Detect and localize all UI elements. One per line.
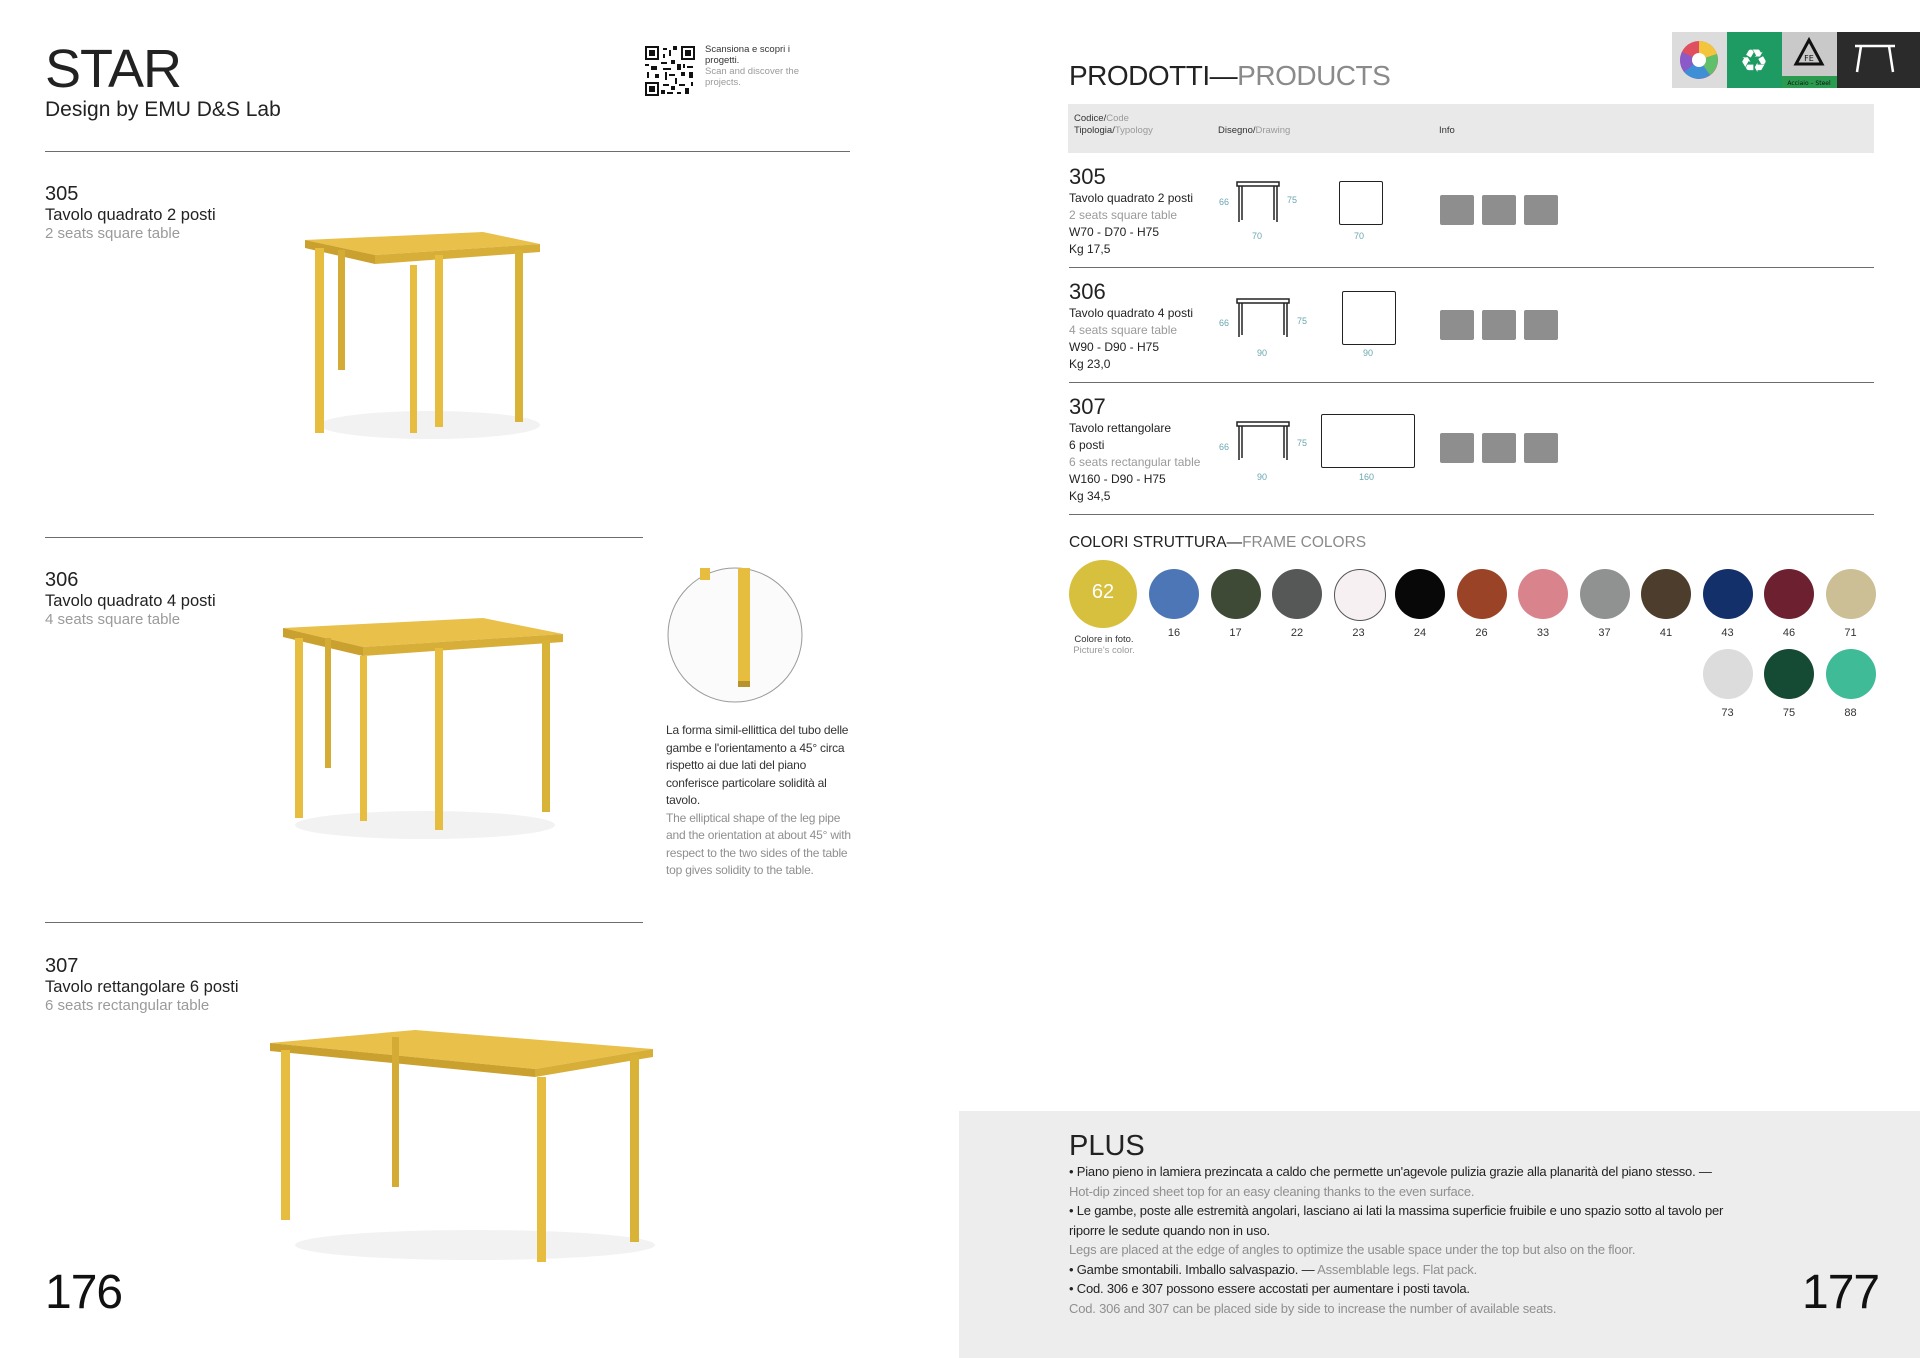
product-name-en: 6 seats rectangular table (45, 997, 210, 1014)
header-drawing-it: Disegno/ (1218, 125, 1256, 136)
zinc-coating-icon (1440, 195, 1474, 225)
color-swatch-16[interactable] (1149, 569, 1199, 619)
products-title-it: PRODOTTI (1069, 60, 1210, 91)
weight-capacity-icon (1482, 195, 1516, 225)
color-swatch-label: 88 (1844, 707, 1857, 719)
row-code: 305 (1069, 164, 1106, 189)
svg-text:♻: ♻ (1739, 42, 1769, 80)
row-name-it-2: 6 posti (1069, 438, 1105, 452)
color-swatch-label: 23 (1352, 627, 1365, 639)
weather-resistant-icon (1524, 310, 1558, 340)
drawing-top-w: 90 (1363, 348, 1374, 358)
product-name-it: Tavolo quadrato 4 posti (45, 592, 216, 610)
table-row-305 (1069, 164, 1193, 258)
designer-credit: Design by EMU D&S Lab (45, 98, 281, 121)
drawing-side-w: 70 (1252, 231, 1263, 241)
divider-306-307 (45, 922, 643, 923)
row-name-en: 4 seats square table (1069, 323, 1178, 337)
product-name-it: Tavolo quadrato 2 posti (45, 206, 216, 224)
color-swatch-label: 43 (1721, 627, 1734, 639)
drawing-306 (1215, 290, 1415, 360)
product-name-en: 2 seats square table (45, 225, 181, 242)
row-name-en: 6 seats rectangular table (1069, 455, 1201, 469)
color-swatch-label: 75 (1782, 707, 1796, 719)
plus-item-it: • Piano pieno in lamiera prezincata a caldo che permette un'agevole pulizia grazie alla planarità del piano stesso. (1069, 1164, 1696, 1179)
product-code: 305 (45, 183, 79, 205)
featured-color-code: 62 (1091, 581, 1115, 603)
drawing-side-h2: 75 (1287, 195, 1298, 205)
drawing-side-h2: 75 (1297, 438, 1308, 448)
row-name-it: Tavolo quadrato 2 posti (1069, 191, 1194, 205)
drawing-side-w: 90 (1257, 348, 1268, 358)
color-wheel-icon (1672, 32, 1727, 88)
color-swatch-43[interactable] (1703, 569, 1753, 619)
row-divider (1069, 382, 1874, 383)
drawing-side-h1: 66 (1219, 197, 1230, 207)
weather-resistant-icon (1524, 195, 1558, 225)
drawing-side-w: 90 (1257, 472, 1268, 482)
frame-colors-it: COLORI STRUTTURA (1069, 534, 1227, 551)
collection-title: STAR (45, 39, 182, 99)
header-code-type (1074, 113, 1153, 137)
qr-caption (705, 44, 805, 88)
product-block-306 (45, 569, 216, 628)
color-swatch-88[interactable] (1826, 649, 1876, 699)
recycle-icon (1727, 32, 1782, 88)
drawing-side-h1: 66 (1219, 442, 1230, 452)
table-306-image (275, 610, 575, 845)
plus-item (1069, 1201, 1729, 1260)
drawing-side-h1: 66 (1219, 318, 1230, 328)
weight-capacity-icon (1482, 433, 1516, 463)
drawing-305 (1215, 175, 1415, 245)
header-drawing-en: Drawing (1255, 125, 1291, 136)
frame-colors-sep: — (1226, 534, 1243, 551)
products-title (1069, 60, 1390, 92)
color-swatch-75[interactable] (1764, 649, 1814, 699)
plus-item-it: • Cod. 306 e 307 possono essere accostati per aumentare i posti tavola. (1069, 1281, 1470, 1296)
plus-item-sep: — (1695, 1164, 1712, 1179)
frame-colors-en: FRAME COLORS (1242, 534, 1367, 551)
color-swatch-46[interactable] (1764, 569, 1814, 619)
weather-resistant-icon (1524, 433, 1558, 463)
plus-item-it: • Gambe smontabili. Imballo salvaspazio. (1069, 1261, 1299, 1277)
color-swatch-71[interactable] (1826, 569, 1876, 619)
caption-it: La forma simil-ellittica del tubo delle gambe e l'orientamento a 45° circa rispetto ai due lati del piano conferisce particolare solidità al tavolo. (666, 723, 849, 807)
color-swatch-23[interactable] (1334, 569, 1386, 621)
color-swatch-label: 22 (1290, 627, 1304, 639)
row-code: 307 (1069, 394, 1106, 419)
header-code-it: Codice/ (1074, 113, 1107, 124)
drawing-top-view (1339, 181, 1383, 225)
drawing-top-w: 160 (1359, 472, 1375, 482)
header-code-en: Code (1106, 113, 1129, 124)
steel-label: Acciaio – Steel (1787, 80, 1831, 87)
page-number-left: 176 (45, 1266, 123, 1319)
color-swatch-22[interactable] (1272, 569, 1322, 619)
featured-color-caption-it: Colore in foto. (1074, 634, 1134, 645)
header-type-en: Typology (1114, 125, 1153, 136)
plus-list (1069, 1162, 1729, 1318)
color-swatch-label: 37 (1598, 627, 1611, 639)
steel-recycling-icon (1782, 32, 1837, 88)
plus-item (1069, 1260, 1729, 1280)
steel-symbol: FE (1804, 54, 1814, 63)
plus-item-en: Assemblable legs. Flat pack. (1317, 1261, 1478, 1277)
header-type-it: Tipologia/ (1074, 125, 1115, 136)
row-divider (1069, 514, 1874, 515)
row-dimensions: W70 - D70 - H75 (1069, 225, 1160, 239)
color-swatch-26[interactable] (1457, 569, 1507, 619)
drawing-307 (1215, 410, 1435, 490)
table-307-image (265, 1025, 665, 1270)
featured-color-swatch[interactable] (1069, 560, 1137, 628)
header-divider (45, 151, 850, 152)
drawing-top-view (1321, 414, 1415, 468)
leg-detail-caption (666, 722, 856, 880)
row-name-it-1: Tavolo rettangolare (1069, 421, 1172, 435)
drawing-top-w: 70 (1354, 231, 1365, 241)
table-row-306 (1069, 279, 1193, 373)
qr-caption-it: Scansiona e scopri i progetti. (705, 44, 791, 66)
color-swatch-label: 26 (1475, 627, 1488, 639)
product-block-305 (45, 183, 216, 242)
drawing-top-view (1342, 291, 1396, 345)
plus-item-it: • Le gambe, poste alle estremità angolari, lasciano ai lati la massima superficie fruibile e uno spazio sotto al tavolo per riporre le sedute quando non in uso. (1069, 1203, 1724, 1238)
row-weight: Kg 34,5 (1069, 489, 1111, 503)
color-swatch-24[interactable] (1395, 569, 1445, 619)
row-dimensions: W90 - D90 - H75 (1069, 340, 1160, 354)
row-code: 306 (1069, 279, 1106, 304)
header-drawing (1218, 125, 1290, 137)
plus-item-en: Hot-dip zinced sheet top for an easy cleaning thanks to the even surface. (1069, 1183, 1475, 1199)
row-weight: Kg 17,5 (1069, 242, 1111, 256)
featured-color-caption (1064, 634, 1144, 656)
products-title-sep: — (1209, 60, 1238, 91)
row-weight: Kg 23,0 (1069, 357, 1111, 371)
color-swatch-37[interactable] (1580, 569, 1630, 619)
qr-caption-en: Scan and discover the projects. (705, 66, 800, 88)
table-305-image (295, 220, 555, 460)
drawing-side-h2: 75 (1297, 316, 1308, 326)
zinc-coating-icon (1440, 433, 1474, 463)
color-swatch-label: 46 (1782, 627, 1796, 639)
row-divider (1069, 267, 1874, 268)
qr-code[interactable] (645, 46, 695, 96)
header-info: Info (1439, 125, 1455, 136)
page-number-right: 177 (1802, 1266, 1880, 1319)
frame-colors-title (1069, 534, 1366, 552)
color-swatch-33[interactable] (1518, 569, 1568, 619)
row-name-en: 2 seats square table (1069, 208, 1178, 222)
table-shape-icon (1837, 32, 1920, 88)
zinc-coating-icon (1440, 310, 1474, 340)
color-swatch-label: 33 (1536, 627, 1550, 639)
table-row-307 (1069, 394, 1200, 505)
product-code: 307 (45, 955, 79, 977)
plus-item-sep: — (1298, 1261, 1318, 1277)
row-name-it: Tavolo quadrato 4 posti (1069, 306, 1194, 320)
plus-item-en: Legs are placed at the edge of angles to optimize the usable space under the top but also on the floor. (1069, 1242, 1636, 1257)
color-swatch-label: 17 (1229, 627, 1242, 639)
divider-305-306 (45, 537, 643, 538)
color-swatch-73[interactable] (1703, 649, 1753, 699)
color-swatch-label: 16 (1167, 627, 1181, 639)
featured-color-caption-en: Picture's color. (1073, 645, 1135, 656)
leg-detail-image (665, 565, 805, 705)
color-swatch-label: 41 (1659, 627, 1673, 639)
plus-item-en: Cod. 306 and 307 can be placed side by side to increase the number of available seats. (1069, 1300, 1557, 1316)
row-dimensions: W160 - D90 - H75 (1069, 472, 1166, 486)
product-block-307 (45, 955, 239, 1014)
caption-en: The elliptical shape of the leg pipe and the orientation at about 45° with respect to the two sides of the table top gives solidity to the table. (666, 810, 851, 877)
color-swatch-label: 71 (1844, 627, 1857, 639)
plus-title: PLUS (1069, 1130, 1145, 1162)
weight-capacity-icon (1482, 310, 1516, 340)
product-name-en: 4 seats square table (45, 611, 181, 628)
plus-item (1069, 1279, 1729, 1318)
product-name-it: Tavolo rettangolare 6 posti (45, 978, 239, 996)
plus-item (1069, 1162, 1729, 1201)
products-table-header (1068, 104, 1874, 153)
color-swatch-label: 24 (1413, 627, 1427, 639)
color-swatch-41[interactable] (1641, 569, 1691, 619)
products-title-en: PRODUCTS (1237, 60, 1391, 91)
color-swatch-17[interactable] (1211, 569, 1261, 619)
product-code: 306 (45, 569, 79, 591)
color-swatch-label: 73 (1721, 707, 1734, 719)
